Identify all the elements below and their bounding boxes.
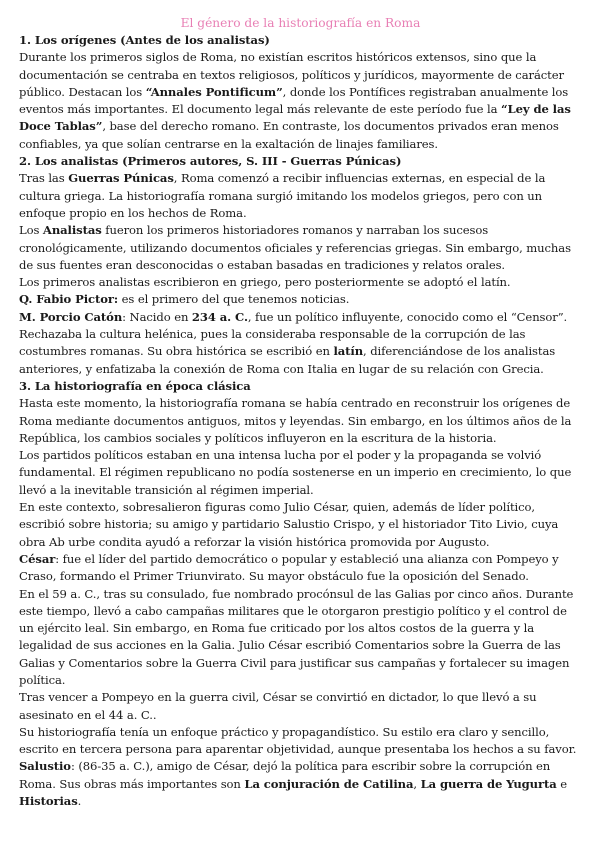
section-3-paragraph-3: En este contexto, sobresalieron figuras como Julio César, quien, además de líder político, escribió sobre historia; su amigo y partidario Salustio Crispo, y el historiador Tito Livio, cuya obra Ab urbe condita ayudó a reforzar la visión histórica promovida por Augusto. [19,500,559,549]
guerras-punicas: Guerras Púnicas [68,171,174,186]
text-run: fueron los primeros historiadores romanos y narraban los sucesos cronológicamente, utilizando documentos oficiales y referencias griegas. Sin embargo, muchas de sus fuentes eran desconocidas o estaban basadas en tradiciones y relatos orales. [19,223,571,272]
section-2-paragraph-3: Los primeros analistas escribieron en griego, pero posteriormente se adoptó el latín. [19,275,511,290]
section-3-paragraph-6: Tras vencer a Pompeyo en la guerra civil, César se convirtió en dictador, lo que llevó a su asesinato en el 44 a. C.. [19,690,537,722]
text-run: : Nacido en [122,309,192,324]
work-catilina: La conjuración de Catilina [244,776,414,791]
section-3-paragraph-8 [19,758,582,810]
porcio-caton: M. Porcio Catón [19,309,123,324]
text-run: , Roma comenzó a recibir influencias externas, en especial de la cultura griega. La historiografía romana surgió imitando los modelos griegos, pero con un enfoque propio en los hechos de Roma. [19,171,546,220]
section-2-heading: 2. Los analistas (Primeros autores, S. III - Guerras Púnicas) [19,154,402,169]
text-run: Tras las [19,171,69,186]
section-2-paragraph-2 [19,222,582,274]
text-run: , [413,776,421,791]
text-run: , fue un político influyente, conocido como el “Censor”. Rechazaba la cultura helénica, pues la consideraba responsable de la corrupción de las costumbres romanas. Su obra histórica se escribió en [19,309,568,359]
birth-year: 234 a. C. [191,309,248,324]
text-run: : fue el líder del partido democrático o popular y estableció una alianza con Pompeyo y Craso, formando el Primer Triunvirato. Su mayor obstáculo fue la oposición del Senado. [19,551,559,584]
fabio-pictor: Q. Fabio Pictor: [19,292,119,307]
ley-doce-tablas: “Ley de las Doce Tablas” [19,102,571,134]
text-run: Durante los primeros siglos de Roma, no existían escritos históricos extensos, sino que la documentación se centraba en textos religiosos, políticos y jurídicos, mayormente de carácter público. Destacan los [19,50,564,99]
text-run: , base del derecho romano. En contraste, los documentos privados eran menos confiables, ya que solían centrarse en la exaltación de linajes familiares. [19,119,559,151]
latin-term: latín [333,344,364,359]
section-1-paragraph-1 [19,49,582,153]
annales-pontificum: “Annales Pontificum” [145,84,283,99]
section-3-paragraph-7: Su historiografía tenía un enfoque práctico y propagandístico. Su estilo era claro y sencillo, escrito en tercera persona para aparentar objetividad, aunque presentaba los hechos a su favor. [19,724,577,757]
section-3-paragraph-5: En el 59 a. C., tras su consulado, fue nombrado procónsul de las Galias por cinco años. Durante este tiempo, llevó a cabo campañas militares que le otorgaron prestigio político y el control de un ejército leal. Sin embargo, en Roma fue criticado por los altos costos de la guerra y la legalidad de sus acciones en la Galia. Julio César escribió Comentarios sobre la Guerra de las Galias y Comentarios sobre la Guerra Civil para justificar sus campañas y fortalecer su imagen política. [19,586,574,687]
section-3-paragraph-4 [19,551,582,586]
text-run: , donde los Pontífices registraban anualmente los eventos más importantes. El documento legal más relevante de este período fue la [19,84,569,117]
text-run: es el primero del que tenemos noticias. [118,292,350,307]
section-1-heading: 1. Los orígenes (Antes de los analistas) [19,33,270,47]
section-2-paragraph-4 [19,291,582,308]
section-2-paragraph-5 [19,309,582,378]
text-run: , diferenciándose de los analistas anteriores, y enfatizaba la conexión de Roma con Italia en lugar de su relación con Grecia. [19,344,556,376]
analistas-term: Analistas [42,223,102,238]
document-body [19,32,582,810]
text-run: : (86-35 a. C.), amigo de César, dejó la política para escribir sobre la corrupción en Roma. Sus obras más importantes son [19,759,551,791]
work-historias: Historias [19,794,78,809]
section-3-paragraph-1: Hasta este momento, la historiografía romana se había centrado en reconstruir los orígenes de Roma mediante documentos antiguos, mitos y leyendas. Sin embargo, en los últimos años de la República, los cambios sociales y políticos influyeron en la escritura de la historia. [19,396,572,445]
text-run: Los [19,223,43,238]
section-3-paragraph-2: Los partidos políticos estaban en una intensa lucha por el poder y la propaganda se volvió fundamental. El régimen republicano no podía sostenerse en un imperio en crecimiento, lo que llevó a la inevitable transición al régimen imperial. [19,448,572,497]
text-run: . [77,794,82,809]
page-title: El género de la historiografía en Roma [180,16,421,30]
section-3-heading: 3. La historiografía en época clásica [19,378,251,393]
section-2-paragraph-1 [19,170,582,222]
cesar-term: César [19,551,56,566]
text-run: e [556,776,568,791]
work-yugurta: La guerra de Yugurta [420,776,557,791]
salustio-term: Salustio [19,759,71,774]
